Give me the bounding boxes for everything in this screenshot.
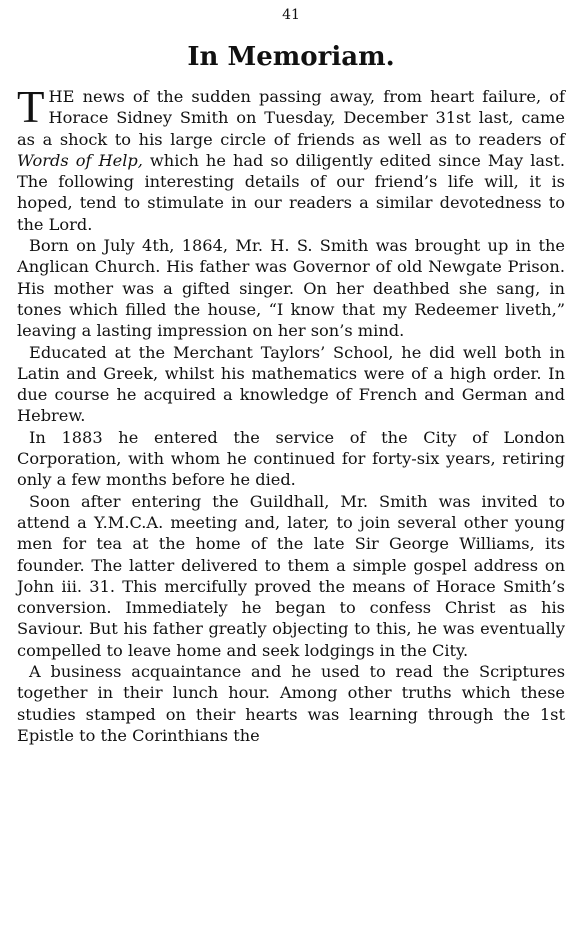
paragraph-text: In 1883 he entered the service of the City of London Corporation, with whom he continued for forty-six years, retiring only a few months before he died. bbox=[17, 427, 565, 490]
article-paragraph bbox=[17, 342, 565, 427]
article-paragraph bbox=[17, 235, 565, 341]
paragraph-text: Born on July 4th, 1864, Mr. H. S. Smith was brought up in the Anglican Church. His father was Governor of old Newgate Prison. His mother was a gifted singer. On her deathbed she sang, in tones which filled the house, “I know that my Redeemer liveth,” leaving a lasting impression on her son’s mind. bbox=[17, 236, 565, 341]
paragraph-text: Soon after entering the Guildhall, Mr. Smith was invited to attend a Y.M.C.A. meeting and, later, to join several other young men for tea at the home of the late Sir George Williams, its founder. The latter delivered to them a simple gospel address on John iii. 31. This mercifully proved the means of Horace Smith’s conversion. Immediately he began to confess Christ as his Saviour. But his father greatly objecting to this, he was eventually compelled to leave home and seek lodgings in the City. bbox=[17, 491, 565, 660]
paragraph-text: news of the sudden passing away, from heart failure, of Horace Sidney Smith on Tuesday, December 31st last, came as a shock to his large circle of friends as well as to readers of bbox=[17, 87, 565, 149]
article-title: In Memoriam. bbox=[187, 42, 395, 72]
paragraph-text: which he had so diligently edited since May last. The following interesting details of our friend’s life will, it is hoped, tend to stimulate in our readers a similar devotedness to the Lord. bbox=[17, 150, 566, 234]
page-number: 41 bbox=[282, 7, 300, 23]
paragraph-text: Educated at the Merchant Taylors’ School, he did well both in Latin and Greek, whilst his mathematics were of a high order. In due course he acquired a knowledge of French and German and Hebrew. bbox=[17, 342, 565, 426]
article-paragraph bbox=[17, 661, 565, 746]
article-paragraph bbox=[17, 427, 565, 491]
article-paragraph bbox=[17, 491, 565, 661]
document-page bbox=[17, 0, 565, 936]
article-body bbox=[17, 82, 566, 746]
paragraph-text: A business acquaintance and he used to read the Scriptures together in their lunch hour. Among other truths which these studies stamped on their hearts was learning through the 1st Epistle to the Corinthians the bbox=[17, 662, 565, 745]
lead-in-word: HE bbox=[48, 87, 75, 106]
publication-title: Words of Help, bbox=[17, 150, 143, 170]
drop-cap: T bbox=[17, 82, 45, 132]
article-paragraph bbox=[17, 82, 566, 235]
